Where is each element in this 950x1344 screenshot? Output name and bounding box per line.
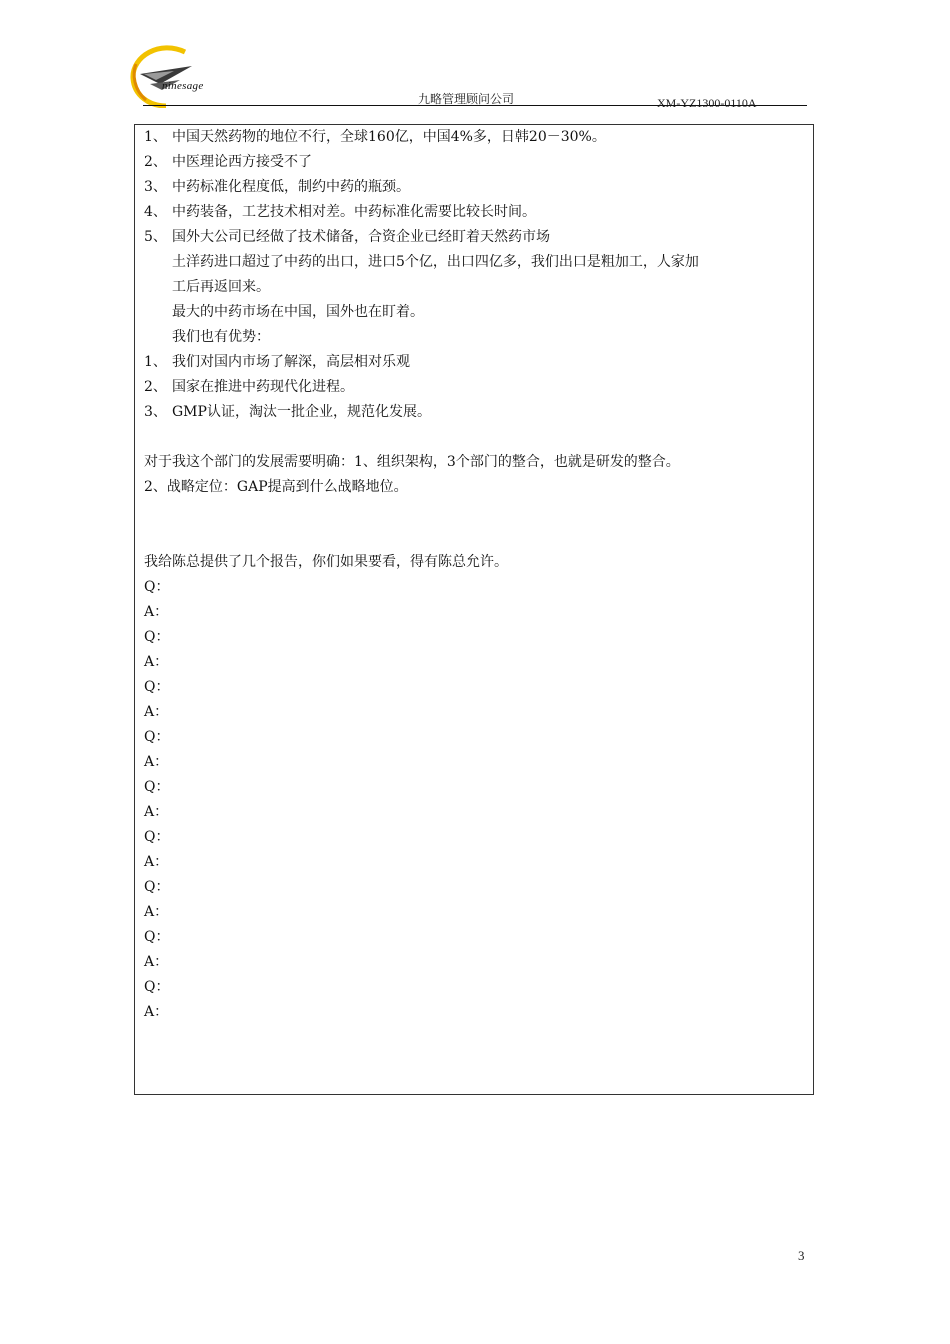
list-number: 2、	[144, 379, 167, 395]
qa-label: Q：	[144, 629, 170, 645]
list-item	[144, 153, 312, 171]
logo-wordmark: ninesage	[162, 80, 204, 92]
qa-label: A：	[144, 854, 169, 870]
logo-emblem-icon	[130, 44, 230, 108]
qa-label: A：	[144, 654, 169, 670]
ninesage-logo	[130, 44, 230, 108]
qa-label: A：	[144, 904, 169, 920]
qa-label: Q：	[144, 579, 170, 595]
qa-label: Q：	[144, 679, 170, 695]
list-item	[144, 353, 410, 371]
paragraph-market: 最大的中药市场在中国，国外也在盯着。	[172, 304, 424, 320]
paragraph-import-export-cont: 工后再返回来。	[172, 279, 270, 295]
list-item	[144, 403, 431, 421]
report-note: 我给陈总提供了几个报告，你们如果要看，得有陈总允许。	[144, 554, 508, 570]
list-item	[144, 378, 354, 396]
list-text: 我们对国内市场了解深，高层相对乐观	[172, 354, 410, 370]
list-item	[144, 178, 410, 196]
paragraph-import-export: 土洋药进口超过了中药的出口，进口5个亿，出口四亿多，我们出口是粗加工，人家加	[172, 254, 699, 270]
qa-label: Q：	[144, 929, 170, 945]
company-name: 九略管理顾问公司	[418, 92, 515, 106]
header-divider	[143, 105, 807, 106]
qa-label: A：	[144, 1004, 169, 1020]
list-item	[144, 203, 536, 221]
qa-label: A：	[144, 604, 169, 620]
list-number: 3、	[144, 404, 167, 420]
list-text: 中国天然药物的地位不行，全球160亿，中国4%多，日韩20－30%。	[172, 129, 606, 145]
list-text: 中医理论西方接受不了	[172, 154, 312, 170]
page-number: 3	[798, 1248, 805, 1263]
list-text: GMP认证，淘汰一批企业，规范化发展。	[172, 404, 431, 420]
qa-label: Q：	[144, 879, 170, 895]
list-number: 3、	[144, 179, 167, 195]
list-number: 2、	[144, 154, 167, 170]
list-number: 1、	[144, 354, 167, 370]
qa-label: Q：	[144, 779, 170, 795]
paragraph-advantages: 我们也有优势：	[172, 329, 270, 345]
qa-label: A：	[144, 954, 169, 970]
list-item	[144, 128, 606, 146]
list-number: 4、	[144, 204, 167, 220]
qa-label: A：	[144, 754, 169, 770]
qa-label: Q：	[144, 979, 170, 995]
qa-label: Q：	[144, 729, 170, 745]
strategy-positioning: 2、战略定位：GAP提高到什么战略地位。	[144, 479, 408, 495]
list-number: 1、	[144, 129, 167, 145]
list-number: 5、	[144, 229, 167, 245]
qa-label: A：	[144, 704, 169, 720]
list-item	[144, 228, 550, 246]
list-text: 国外大公司已经做了技术储备，合资企业已经盯着天然药市场	[172, 229, 550, 245]
qa-label: Q：	[144, 829, 170, 845]
department-goals: 对于我这个部门的发展需要明确：1、组织架构，3个部门的整合，也就是研发的整合。	[144, 454, 680, 470]
list-text: 国家在推进中药现代化进程。	[172, 379, 354, 395]
list-text: 中药标准化程度低，制约中药的瓶颈。	[172, 179, 410, 195]
document-code: XM-YZ1300-0110A	[657, 96, 757, 110]
list-text: 中药装备，工艺技术相对差。中药标准化需要比较长时间。	[172, 204, 536, 220]
qa-label: A：	[144, 804, 169, 820]
